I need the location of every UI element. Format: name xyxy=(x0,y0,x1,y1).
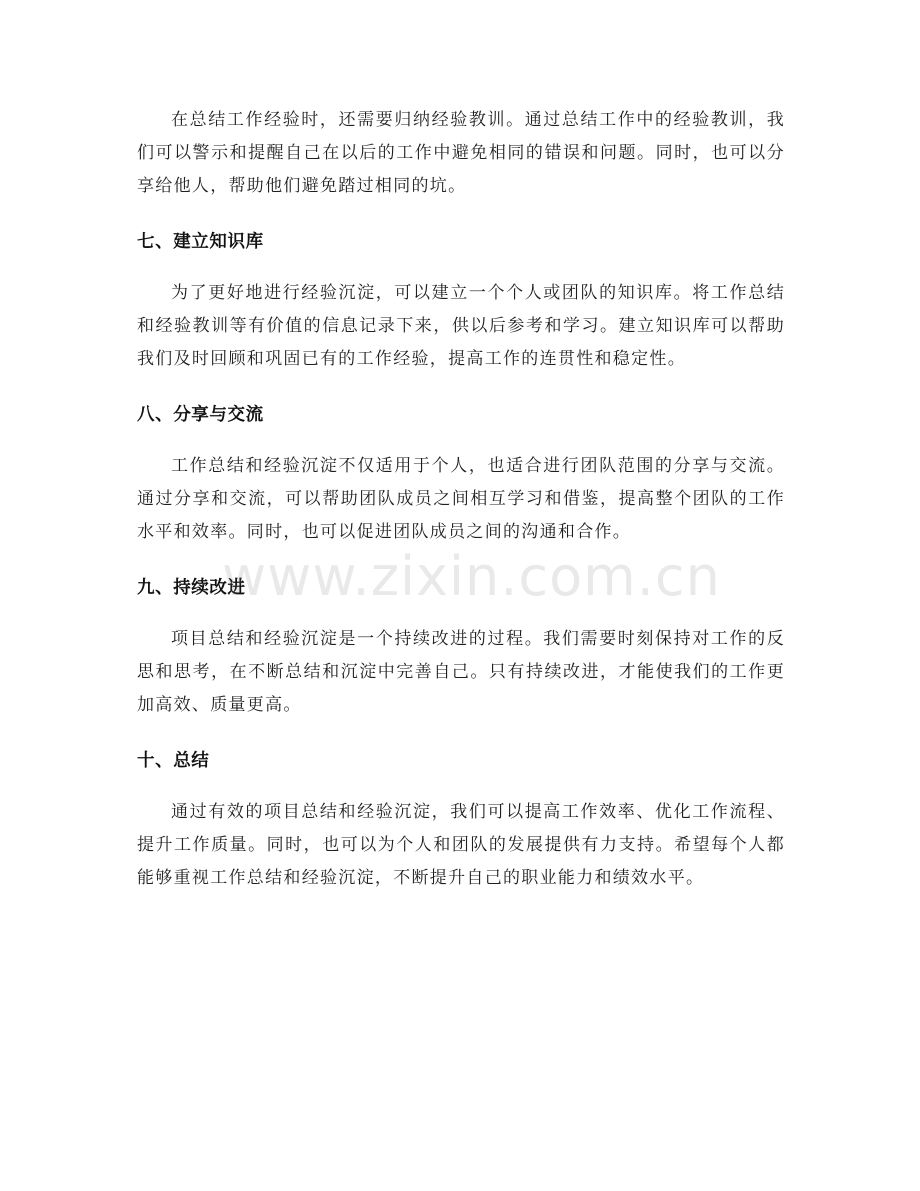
paragraph-continuous-improvement: 项目总结和经验沉淀是一个持续改进的过程。我们需要时刻保持对工作的反思和思考，在不断总结和沉淀中完善自己。只有持续改进，才能使我们的工作更加高效、质量更高。 xyxy=(137,629,785,715)
section-heading-10: 十、总结 xyxy=(137,751,210,771)
section-heading-9: 九、持续改进 xyxy=(137,578,246,598)
section-heading-7: 七、建立知识库 xyxy=(137,232,264,252)
paragraph-knowledge-base: 为了更好地进行经验沉淀，可以建立一个个人或团队的知识库。将工作总结和经验教训等有价值的信息记录下来，供以后参考和学习。建立知识库可以帮助我们及时回顾和巩固已有的工作经验，提高工作的连贯性和稳定性。 xyxy=(137,283,785,369)
paragraph-lessons-learned: 在总结工作经验时，还需要归纳经验教训。通过总结工作中的经验教训，我们可以警示和提醒自己在以后的工作中避免相同的错误和问题。同时，也可以分享给他人，帮助他们避免踏过相同的坑。 xyxy=(137,110,785,196)
document-body xyxy=(137,104,785,895)
paragraph-summary: 通过有效的项目总结和经验沉淀，我们可以提高工作效率、优化工作流程、提升工作质量。同时，也可以为个人和团队的发展提供有力支持。希望每个人都能够重视工作总结和经验沉淀，不断提升自己的职业能力和绩效水平。 xyxy=(137,802,785,888)
paragraph-sharing: 工作总结和经验沉淀不仅适用于个人，也适合进行团队范围的分享与交流。通过分享和交流，可以帮助团队成员之间相互学习和借鉴，提高整个团队的工作水平和效率。同时，也可以促进团队成员之间的沟通和合作。 xyxy=(137,456,785,542)
section-heading-8: 八、分享与交流 xyxy=(137,405,264,425)
watermark: www.zixin.com.cn xyxy=(222,545,721,608)
